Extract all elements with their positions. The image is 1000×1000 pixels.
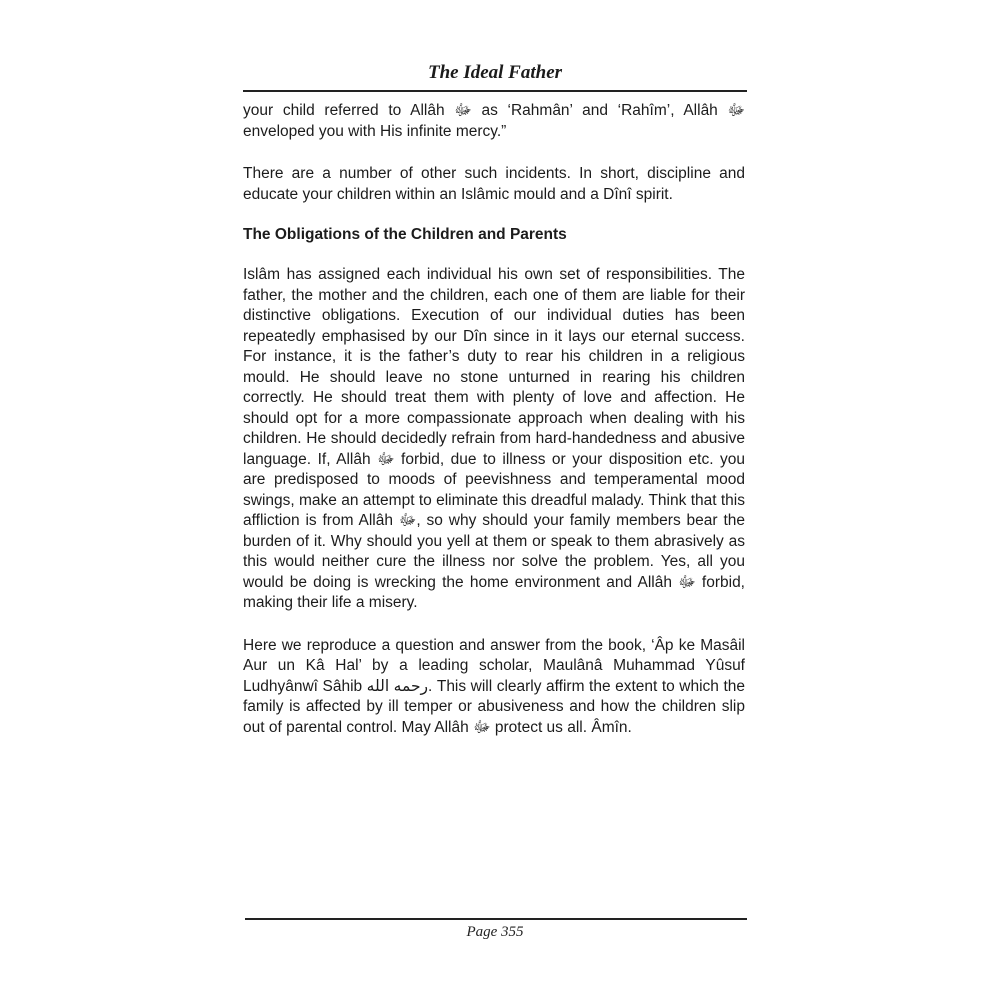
section-heading: The Obligations of the Children and Parents [243,226,567,243]
body-paragraph-2: There are a number of other such incidents. In short, discipline and educate your children within an Islâmic mould and a Dînî spirit. [243,165,745,203]
body-paragraph-3: Islâm has assigned each individual his own set of responsibilities. The father, the mother and the children, each one of them are liable for their distinctive obligations. Execution of our individual duties has been repeatedly emphasised by our Dîn since in it lays our eternal success. For instance, it is the father’s duty to rear his children in a religious mould. He should leave no stone unturned in rearing his children correctly. He should treat them with plenty of love and affection. He should opt for a more compassionate approach when dealing with his children. He should decidedly refrain from hard-handedness and abusive language. If, Allâh ﷻ forbid, due to illness or your disposition etc. you are predisposed to moods of peevishness and temperamental mood swings, make an attempt to eliminate this dreadful malady. Think that this affliction is from Allâh ﷻ, so why should your family members bear the burden of it. Why should you yell at them or speak to them abrasively as this would neither cure the illness nor solve the problem. Yes, all you would be doing is wrecking the home environment and Allâh ﷻ forbid, making their life a misery. [243,266,746,611]
page-body [243,101,745,738]
header-divider [243,90,747,92]
footer-divider [245,918,747,920]
body-paragraph-4: Here we reproduce a question and answer from the book, ‘Âp ke Masâil Aur un Kâ Hal’ by a leading scholar, Maulânâ Muhammad Yûsuf Ludhyânwî Sâhib رحمه الله. This will clearly affirm the extent to which the family is affected by ill temper or abusiveness and how the children slip out of parental control. May Allâh ﷻ protect us all. Âmîn. [243,636,745,736]
page-number: Page 355 [466,924,524,940]
body-paragraph-1: your child referred to Allâh ﷻ as ‘Rahmân’ and ‘Rahîm’, Allâh ﷻ enveloped you with His infinite mercy.” [243,102,745,140]
running-header-title: The Ideal Father [427,62,563,83]
